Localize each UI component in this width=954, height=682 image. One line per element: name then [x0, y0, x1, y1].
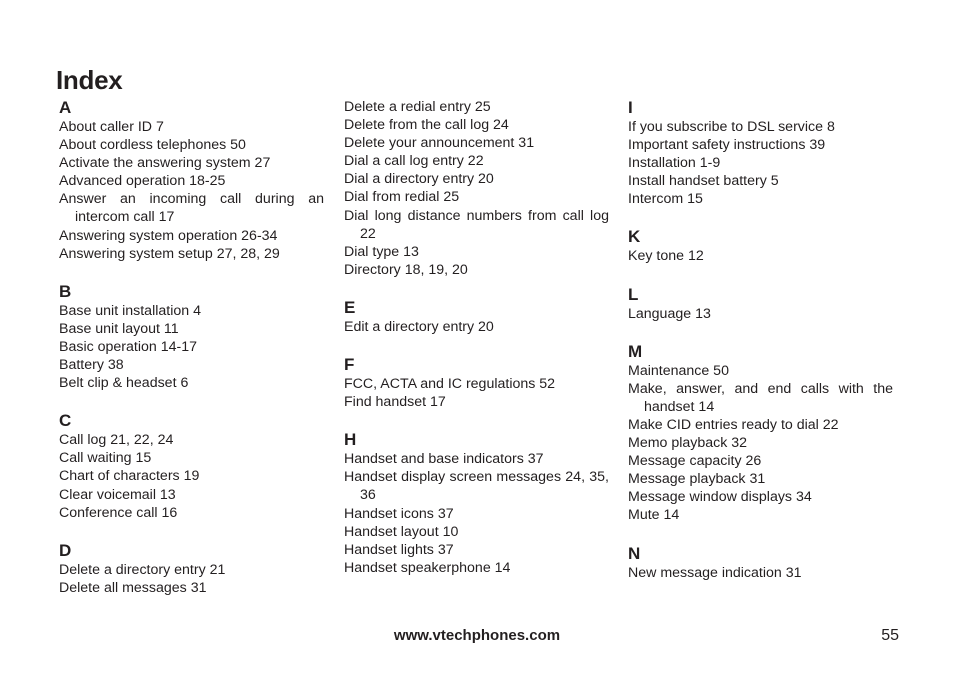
index-section-h [344, 430, 609, 577]
index-section-k [628, 227, 893, 265]
index-column-2 [344, 98, 609, 596]
index-entry: Message capacity 26 [628, 453, 762, 470]
index-entry: Directory 18, 19, 20 [344, 261, 468, 278]
index-entry: Activate the answering system 27 [59, 155, 271, 172]
section-letter: A [59, 98, 72, 117]
index-entry: Answering system setup 27, 28, 29 [59, 245, 280, 262]
index-entry: Chart of characters 19 [59, 468, 200, 485]
index-entry: Dial a directory entry 20 [344, 171, 494, 188]
section-letter: M [628, 341, 643, 361]
section-letter: I [628, 98, 633, 117]
index-entry: Call log 21, 22, 24 [59, 432, 174, 449]
index-entry: Dial type 13 [344, 243, 419, 260]
section-letter: E [344, 297, 356, 317]
index-entry: Install handset battery 5 [628, 173, 779, 190]
index-entry: Message window displays 34 [628, 489, 812, 506]
index-section-b [59, 282, 324, 392]
page-number: 55 [881, 627, 899, 644]
index-entry: Edit a directory entry 20 [344, 318, 494, 335]
index-entry: Answer an incoming call during an intercom call 17 [59, 191, 324, 226]
index-entry: Handset and base indicators 37 [344, 451, 544, 468]
index-entry: If you subscribe to DSL service 8 [628, 119, 835, 135]
index-entry: Dial a call log entry 22 [344, 153, 484, 170]
index-entry: Delete from the call log 24 [344, 117, 509, 134]
index-entry: Dial from redial 25 [344, 189, 460, 206]
index-entry: Intercom 15 [628, 191, 703, 208]
index-entry: Battery 38 [59, 357, 124, 374]
index-entry: Base unit layout 11 [59, 320, 179, 337]
index-column-3 [628, 98, 893, 601]
index-section-continued [344, 98, 609, 279]
index-entry: Make, answer, and end calls with the handset 14 [628, 380, 893, 415]
index-entry: Base unit installation 4 [59, 302, 201, 319]
section-letter: D [59, 540, 72, 560]
index-entry: Handset layout 10 [344, 523, 459, 540]
index-entry: Make CID entries ready to dial 22 [628, 416, 839, 433]
index-entry: Mute 14 [628, 507, 680, 524]
index-entry: Message playback 31 [628, 471, 766, 488]
index-entry: New message indication 31 [628, 564, 802, 581]
index-entry: Advanced operation 18-25 [59, 173, 226, 190]
index-column-1 [59, 98, 324, 616]
page-title: Index [56, 65, 123, 95]
index-entry: Delete a directory entry 21 [59, 561, 226, 578]
index-entry: Clear voicemail 13 [59, 486, 176, 503]
index-entry: FCC, ACTA and IC regulations 52 [344, 376, 556, 393]
section-letter: K [628, 227, 641, 247]
section-letter: L [628, 284, 639, 304]
section-letter: B [59, 281, 72, 301]
section-letter: N [628, 543, 641, 563]
index-entry: Handset lights 37 [344, 541, 454, 558]
index-section-m [628, 342, 893, 525]
index-entry: Handset display screen messages 24, 35, 36 [344, 469, 609, 504]
index-entry: About caller ID 7 [59, 119, 164, 135]
section-letter: C [59, 411, 72, 431]
section-letter: F [344, 355, 355, 375]
index-entry: Call waiting 15 [59, 450, 152, 467]
index-entry: Delete your announcement 31 [344, 135, 535, 152]
index-entry: Conference call 16 [59, 504, 178, 521]
index-section-i [628, 98, 893, 208]
index-entry: Answering system operation 26-34 [59, 227, 278, 244]
index-entry: Maintenance 50 [628, 362, 729, 379]
footer-url: www.vtechphones.com [393, 627, 561, 644]
index-entry: Basic operation 14-17 [59, 338, 198, 355]
section-letter: H [344, 430, 357, 450]
index-entry: Handset icons 37 [344, 505, 454, 522]
index-entry: Delete all messages 31 [59, 579, 207, 596]
index-entry: Belt clip & headset 6 [59, 375, 189, 392]
index-section-c [59, 411, 324, 521]
index-section-l [628, 285, 893, 323]
index-section-d [59, 541, 324, 597]
index-entry: Important safety instructions 39 [628, 137, 826, 154]
index-entry: Language 13 [628, 305, 711, 322]
index-entry: Find handset 17 [344, 394, 446, 411]
index-entry: Delete a redial entry 25 [344, 99, 491, 115]
index-section-a [59, 98, 324, 263]
index-entry: Dial long distance numbers from call log 22 [344, 207, 609, 242]
index-section-n [628, 544, 893, 582]
index-entry: Installation 1-9 [628, 155, 721, 172]
index-entry: Handset speakerphone 14 [344, 559, 511, 576]
index-section-e [344, 298, 609, 336]
index-entry: Key tone 12 [628, 248, 704, 265]
index-section-f [344, 355, 609, 411]
index-entry: About cordless telephones 50 [59, 137, 246, 154]
index-entry: Memo playback 32 [628, 435, 748, 452]
